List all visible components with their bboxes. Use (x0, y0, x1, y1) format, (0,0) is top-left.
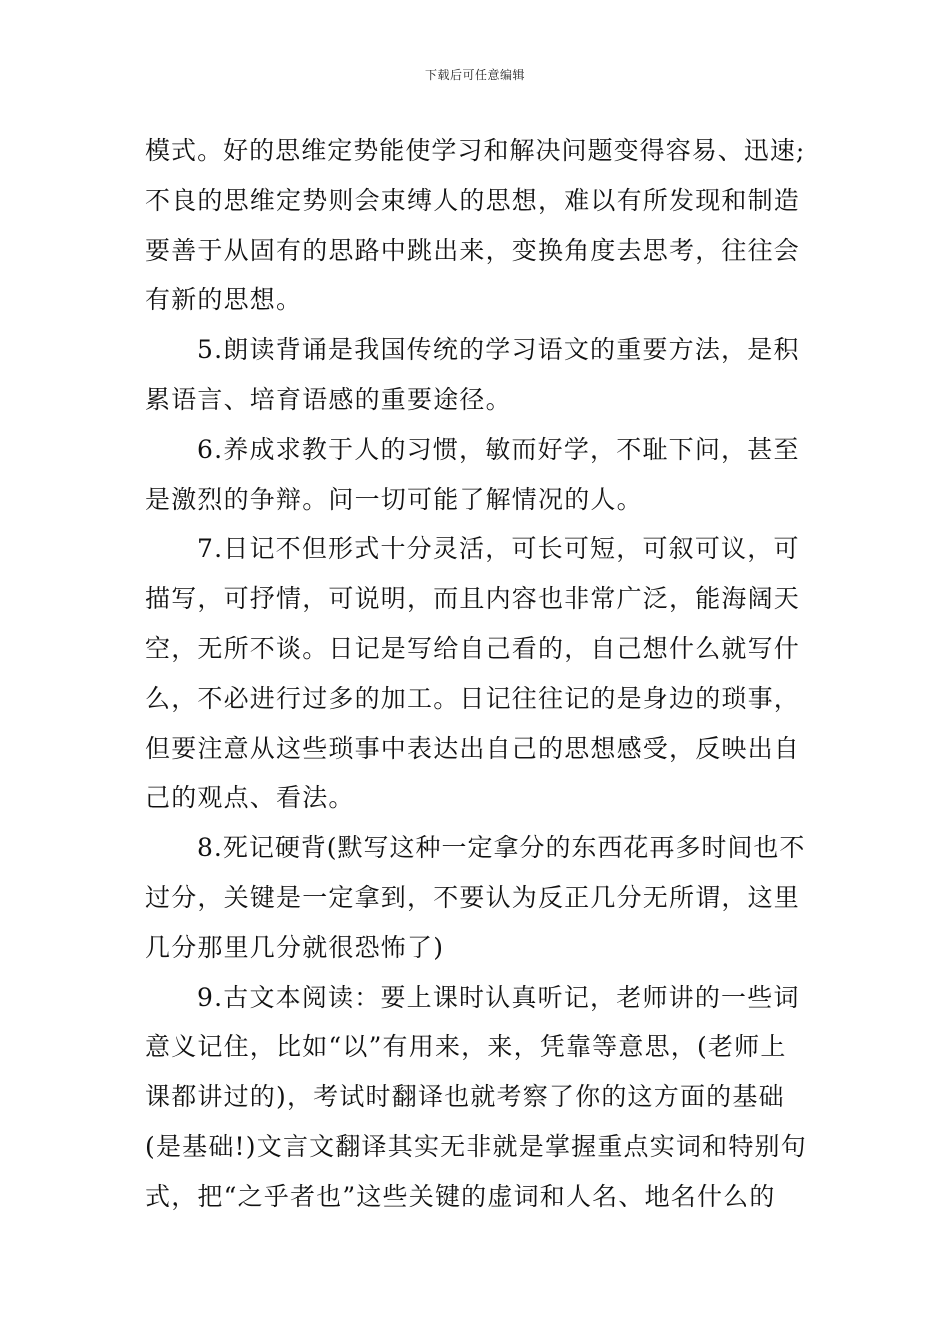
text-line: 过分，关键是一定拿到，不要认为反正几分无所谓，这里 (145, 882, 801, 912)
text-line: 6.养成求教于人的习惯，敏而好学，不耻下问，甚至 (197, 434, 800, 464)
text-line: 几分那里几分就很恐怖了) (145, 932, 445, 962)
text-line: 么，不必进行过多的加工。日记往往记的是身边的琐事， (145, 683, 801, 713)
text-line: 模式。好的思维定势能使学习和解决问题变得容易、迅速; (145, 136, 806, 165)
text-line: 5.朗读背诵是我国传统的学习语文的重要方法，是积 (197, 335, 800, 365)
text-line: 要善于从固有的思路中跳出来，变换角度去思考，往往会 (145, 235, 801, 265)
text-line: 但要注意从这些琐事中表达出自己的思想感受，反映出自 (145, 733, 801, 763)
text-line: 累语言、培育语感的重要途径。 (145, 384, 512, 414)
text-line: 式，把“之乎者也”这些关键的虚词和人名、地名什么的 (145, 1181, 776, 1211)
text-line: 7.日记不但形式十分灵活，可长可短，可叙可议，可 (197, 534, 800, 564)
text-line: 8.死记硬背(默写这种一定拿分的东西花再多时间也不 (197, 833, 806, 863)
text-line: 描写，可抒情，可说明，而且内容也非常广泛，能海阔天 (145, 584, 801, 614)
text-line: 己的观点、看法。 (145, 783, 355, 813)
text-line: 有新的思想。 (145, 285, 303, 315)
text-line: 意义记住，比如“以”有用来，来，凭靠等意思，(老师上 (145, 1032, 787, 1062)
text-line: 9.古文本阅读：要上课时认真听记，老师讲的一些词 (197, 982, 800, 1012)
text-line: 空，无所不谈。日记是写给自己看的，自己想什么就写什 (145, 633, 801, 663)
text-line: 不良的思维定势则会束缚人的思想，难以有所发现和制造 (145, 185, 801, 215)
text-line: 是激烈的争辩。问一切可能了解情况的人。 (145, 484, 643, 514)
text-line: 课都讲过的)，考试时翻译也就考察了你的这方面的基础 (145, 1082, 785, 1112)
page-header: 下载后可任意编辑 (424, 68, 525, 82)
text-line: (是基础!)文言文翻译其实无非就是掌握重点实词和特别句 (145, 1131, 807, 1161)
body-text (145, 126, 807, 1222)
